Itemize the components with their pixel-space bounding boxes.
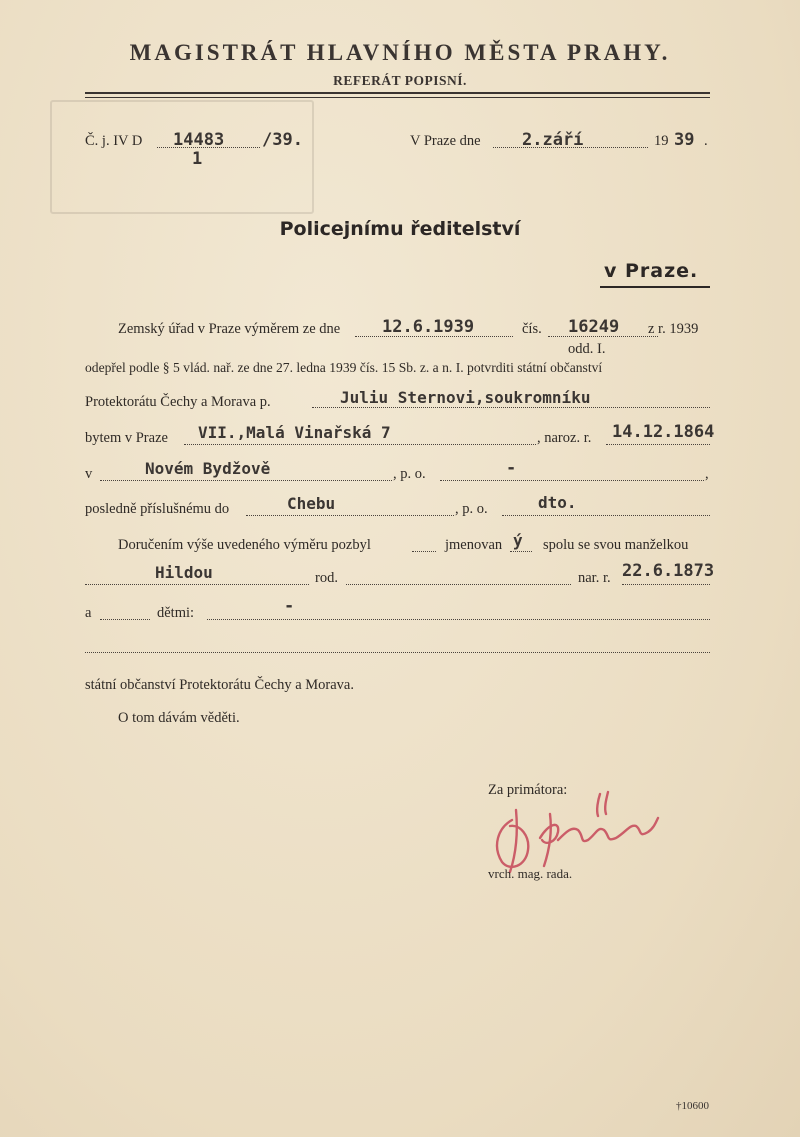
- document-subtitle: REFERÁT POPISNÍ.: [333, 73, 467, 88]
- residence-line: [184, 444, 536, 445]
- maiden-label: rod.: [315, 570, 338, 586]
- named-suffix: ý: [513, 531, 523, 550]
- birthplace: Novém Bydžově: [145, 459, 271, 478]
- maiden-line: [346, 584, 571, 585]
- decree-text: odepřel podle § 5 vlád. nař. ze dne 27. ledna 1939 čís. 15 Sb. z. a n. I. potvrditi státní občanství: [85, 360, 603, 375]
- spouse-name-line: [85, 584, 309, 585]
- district: -: [506, 458, 517, 478]
- ref-label: Č. j. IV D: [85, 133, 143, 149]
- ref-year-suffix: /39.: [262, 130, 303, 150]
- and-label: a: [85, 605, 92, 621]
- header-rule-thick: [85, 92, 710, 94]
- ref-sub-number: 1: [192, 149, 203, 169]
- signature-title: vrch. mag. rada.: [488, 866, 573, 881]
- header-rule-thin: [85, 97, 710, 98]
- spouse-birth-label: nar. r.: [578, 570, 611, 586]
- birth-date-line: [606, 444, 710, 445]
- spouse-label: spolu se svou manželkou: [543, 537, 689, 553]
- birth-label: , naroz. r.: [537, 430, 592, 446]
- blank-line: [85, 652, 710, 653]
- decision-number: 16249: [568, 317, 620, 337]
- ref-date: 2.září: [522, 130, 584, 150]
- department: odd. I.: [568, 341, 606, 357]
- named-label: jmenovan: [445, 537, 503, 553]
- domicile-district: dto.: [538, 493, 577, 512]
- birthplace-line: [100, 480, 392, 481]
- district-line: [440, 480, 704, 481]
- children: -: [284, 596, 295, 616]
- year-prefix: 19: [654, 133, 669, 149]
- ref-number: 14483: [173, 130, 225, 150]
- children-line: [207, 619, 710, 620]
- year-label: z r. 1939: [648, 321, 699, 337]
- city-rule: [600, 286, 710, 288]
- domicile-label: posledně příslušnému do: [85, 501, 230, 517]
- document-title: MAGISTRÁT HLAVNÍHO MĚSTA PRAHY.: [129, 40, 671, 65]
- person-name: Juliu Sternovi,soukromníku: [340, 388, 591, 407]
- spouse-name: Hildou: [155, 563, 213, 582]
- line-end-comma: ,: [705, 466, 709, 482]
- footer-code: †10600: [676, 1100, 709, 1112]
- residence: VII.,Malá Vinařská 7: [198, 423, 391, 442]
- faded-stamp: [50, 100, 314, 214]
- place-date-label: V Praze dne: [410, 133, 481, 149]
- district-label: , p. o.: [393, 466, 426, 482]
- decision-label: Zemský úřad v Praze výměrem ze dne: [118, 321, 341, 337]
- year-dot: .: [704, 133, 708, 149]
- number-label: čís.: [522, 321, 542, 337]
- spouse-birth: 22.6.1873: [622, 561, 715, 581]
- and-line: [100, 619, 150, 620]
- children-label: dětmi:: [157, 605, 195, 621]
- residence-label: bytem v Praze: [85, 430, 168, 446]
- closing-text: O tom dávám věděti.: [118, 710, 240, 726]
- delivery-line: [412, 551, 436, 552]
- addressee-city: v Praze.: [604, 260, 699, 282]
- decision-date: 12.6.1939: [382, 317, 475, 337]
- domicile-district-line: [502, 515, 710, 516]
- birthplace-prefix: v: [85, 466, 93, 482]
- domicile: Chebu: [287, 494, 336, 513]
- domicile-line: [246, 515, 454, 516]
- handwritten-signature: [480, 780, 680, 880]
- domicile-district-label: , p. o.: [455, 501, 488, 517]
- delivery-text: Doručením výše uvedeného výměru pozbyl: [118, 537, 371, 553]
- protectorate-label: Protektorátu Čechy a Morava p.: [85, 394, 271, 410]
- addressee-name: Policejnímu ředitelství: [279, 218, 521, 240]
- citizenship-text: státní občanství Protektorátu Čechy a Morava.: [85, 677, 354, 693]
- person-name-line: [312, 407, 710, 408]
- signature-for-label: Za primátora:: [488, 782, 568, 798]
- birth-date: 14.12.1864: [612, 422, 715, 442]
- year-value: 39: [674, 130, 695, 150]
- spouse-birth-line: [622, 584, 710, 585]
- named-suffix-line: [510, 551, 532, 552]
